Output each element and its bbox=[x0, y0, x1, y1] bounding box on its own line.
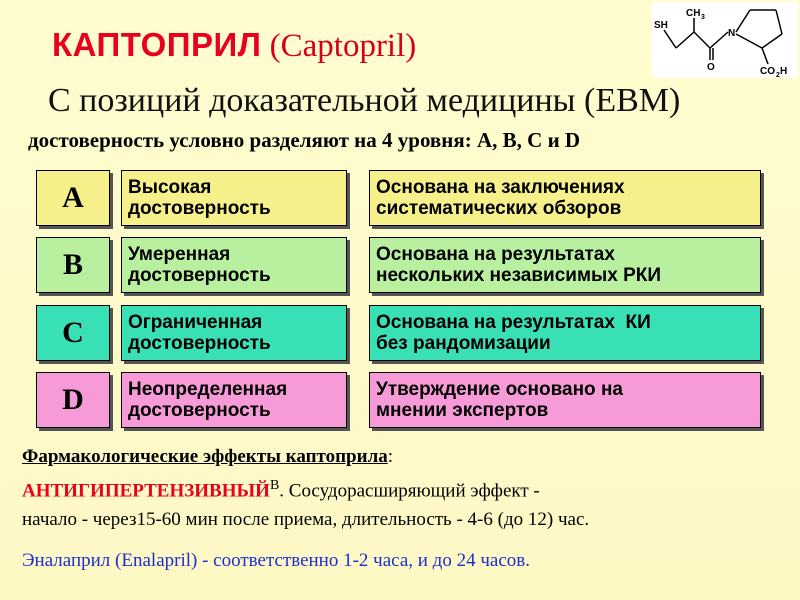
level-name-box bbox=[121, 170, 347, 226]
effects-paragraph bbox=[22, 442, 792, 534]
basis-text bbox=[376, 379, 623, 421]
level-basis-box bbox=[369, 305, 761, 361]
name-line-1: Высокая bbox=[128, 177, 212, 198]
title-en: (Captopril) bbox=[269, 28, 417, 64]
formula-co2h: CO bbox=[760, 66, 775, 77]
basis-line-1: Основана на результатах bbox=[376, 244, 615, 265]
name-line-2: достоверность bbox=[128, 198, 271, 219]
name-line-2: достоверность bbox=[128, 333, 271, 354]
captopril-structure-image bbox=[652, 2, 798, 78]
level-name-box bbox=[121, 372, 347, 428]
page-title bbox=[52, 26, 416, 65]
level-basis-box bbox=[369, 372, 761, 428]
basis-line-1: Утверждение основано на bbox=[376, 379, 623, 400]
effect-name: АНТИГИПЕРТЕНЗИВНЫЙ bbox=[22, 480, 270, 502]
name-text bbox=[128, 177, 271, 219]
intro-text: достоверность условно разделяют на 4 уровня: A, B, C и D bbox=[28, 128, 581, 152]
formula-ch3: CH bbox=[686, 8, 701, 19]
title-ru: КАПТОПРИЛ bbox=[52, 26, 262, 63]
effects-colon: : bbox=[387, 446, 394, 467]
basis-line-2: систематических обзоров bbox=[376, 198, 622, 219]
basis-line-2: нескольких независимых РКИ bbox=[376, 265, 661, 286]
basis-line-2: без рандомизации bbox=[376, 333, 551, 354]
formula-n: N bbox=[728, 28, 736, 39]
level-letter-box: D bbox=[36, 372, 110, 428]
level-letter-box: A bbox=[36, 170, 110, 226]
effects-rest-2: начало - через15-60 мин после приема, длительность - 4-6 (до 12) час. bbox=[22, 509, 590, 531]
enalapril-note: Эналаприл (Enalapril) - соответственно 1-2 часа, и до 24 часов. bbox=[22, 550, 530, 571]
formula-co2h-end: H bbox=[780, 66, 788, 77]
name-text bbox=[128, 379, 287, 421]
name-line-1: Ограниченная bbox=[128, 312, 263, 333]
basis-text bbox=[376, 244, 661, 286]
level-letter-box: C bbox=[36, 305, 110, 361]
name-line-2: достоверность bbox=[128, 265, 271, 286]
subtitle: С позиций доказательной медицины (EBM) bbox=[48, 82, 681, 119]
effects-heading: Фармакологические эффекты каптоприла bbox=[22, 446, 388, 467]
formula-o: O bbox=[707, 62, 715, 73]
basis-line-1: Основана на заключениях bbox=[376, 177, 625, 198]
name-text bbox=[128, 312, 271, 354]
basis-text bbox=[376, 177, 625, 219]
level-letter-box: B bbox=[36, 237, 110, 293]
formula-ch3-sub: 3 bbox=[701, 14, 705, 21]
basis-line-1: Основана на результатах КИ bbox=[376, 312, 651, 333]
level-basis-box bbox=[369, 237, 761, 293]
basis-text bbox=[376, 312, 651, 354]
formula-co2h-sub: 2 bbox=[776, 72, 780, 78]
effects-rest-1: . Сосудорасширяющий эффект - bbox=[279, 480, 540, 502]
basis-line-2: мнении экспертов bbox=[376, 400, 549, 421]
formula-sh: SH bbox=[654, 20, 668, 31]
effect-grade: B bbox=[269, 478, 280, 493]
name-text bbox=[128, 244, 271, 286]
name-line-1: Умеренная bbox=[128, 244, 231, 265]
name-line-1: Неопределенная bbox=[128, 379, 288, 400]
level-name-box bbox=[121, 237, 347, 293]
level-basis-box bbox=[369, 170, 761, 226]
name-line-2: достоверность bbox=[128, 400, 271, 421]
level-name-box bbox=[121, 305, 347, 361]
